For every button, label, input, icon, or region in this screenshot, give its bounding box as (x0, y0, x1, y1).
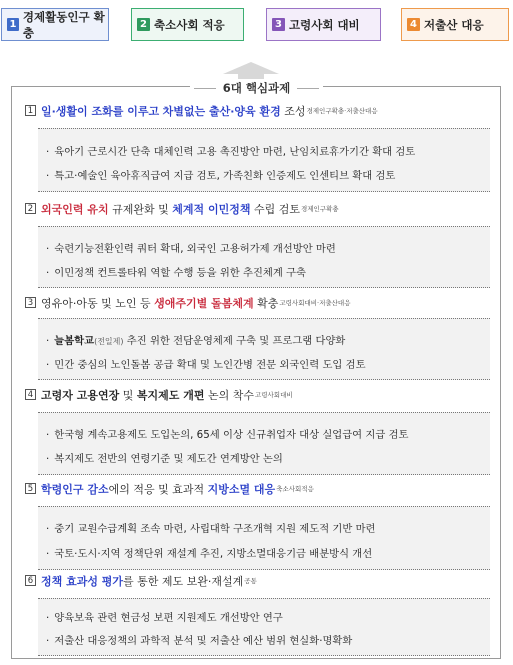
heading-highlight: 차별없는 출산·양육 환경 (162, 104, 281, 118)
list-item: · 양육보육 관련 현금성 보편 지원제도 개선방안 연구 (46, 612, 283, 624)
section-number: 4 (25, 389, 36, 400)
heading-tag: 공통 (244, 577, 257, 585)
heading-highlight: 정책 효과성 평가 (41, 574, 124, 588)
tab-label: 저출산 대응 (424, 17, 484, 32)
heading-highlight: 일·생활이 조화를 이루고 (41, 104, 160, 118)
heading-highlight: 복지제도 개편 (136, 388, 205, 402)
frame-title: 6대 핵심과제 (190, 80, 323, 96)
section-number: 6 (25, 575, 36, 586)
list-item: · 복지제도 전반의 연령기준 및 제도간 연계방안 논의 (46, 453, 283, 465)
list-item: · 중기 교원수급계획 조속 마련, 사립대학 구조개혁 지원 제도적 기반 마련 (46, 523, 376, 535)
section-3-details (38, 318, 490, 380)
heading-highlight: 생애주기별 돌봄체계 (154, 296, 254, 310)
list-item: · 육아기 근로시간 단축 대체인력 고용 촉진방안 마련, 난임치료휴가기간 확대 검토 (46, 146, 416, 158)
heading-text: 및 (122, 388, 134, 402)
heading-text: 수립 검토 (253, 202, 300, 216)
tab-number: 1 (7, 18, 19, 31)
section-number: 2 (25, 203, 36, 214)
heading-highlight: 외국인력 유치 (41, 202, 109, 216)
heading-tag: 경제인구확충·저출산대응 (306, 107, 378, 115)
section-5-details (38, 506, 490, 570)
heading-text: 확충 (257, 296, 279, 310)
heading-text: 를 통한 제도 보완·재설계 (123, 574, 244, 588)
heading-highlight: 고령자 고용연장 (41, 388, 120, 402)
list-item: · 국토·도시·지역 정책단위 재설계 추진, 지방소멸대응기금 배분방식 개선 (46, 548, 373, 560)
tab-number: 2 (137, 18, 150, 31)
section-2-details (38, 226, 490, 288)
section-1-heading (25, 98, 490, 123)
tab-label: 경제활동인구 확충 (22, 9, 105, 40)
section-6-heading (25, 568, 490, 593)
section-4-heading (25, 382, 490, 407)
section-4-details (38, 412, 490, 475)
heading-text: 규제완화 및 (112, 202, 169, 216)
heading-text: 조성 (284, 104, 306, 118)
section-number: 3 (25, 297, 36, 308)
list-item: · 특고·예술인 육아휴직급여 지급 검토, 가족친화 인증제도 인센티브 확대 검토 (46, 170, 396, 182)
up-arrow-shaft (238, 73, 264, 79)
tab-label: 축소사회 적응 (154, 17, 225, 32)
list-item: · 숙련기능전환인력 쿼터 확대, 외국인 고용허가제 개선방안 마련 (46, 243, 336, 255)
tab-label: 고령사회 대비 (289, 17, 360, 32)
heading-tag: 고령사회대비·저출산대응 (279, 299, 351, 307)
section-5-heading (25, 476, 490, 501)
heading-tag: 고령사회대비 (254, 391, 293, 399)
section-1-details (38, 128, 490, 192)
heading-highlight: 체계적 이민정책 (172, 202, 251, 216)
section-3-heading (25, 290, 490, 315)
heading-text: 에의 적응 및 효과적 (108, 482, 205, 496)
list-item: · 이민정책 컨트롤타워 역할 수행 등을 위한 추진체계 구축 (46, 267, 306, 279)
list-item: · 저출산 대응정책의 과학적 분석 및 저출산 예산 범위 현실화·명확화 (46, 635, 353, 647)
heading-text: 논의 착수 (207, 388, 254, 402)
tab-low-birthrate (401, 8, 509, 41)
heading-tag: 경제인구확충 (300, 205, 339, 213)
heading-text: 영유아·아동 및 노인 등 (41, 296, 151, 310)
section-number: 5 (25, 483, 36, 494)
section-number: 1 (25, 105, 36, 116)
section-6-details (38, 598, 490, 656)
tab-number: 4 (407, 18, 420, 31)
heading-highlight: 지방소멸 대응 (207, 482, 276, 496)
section-2-heading (25, 196, 490, 221)
tab-shrinking-society (131, 8, 244, 41)
heading-tag: 축소사회적응 (276, 485, 314, 493)
tab-number: 3 (272, 18, 285, 31)
tab-aging-society (266, 8, 381, 41)
list-item: · 민간 중심의 노인돌봄 공급 확대 및 노인간병 전문 외국인력 도입 검토 (46, 359, 366, 371)
list-item: · 한국형 계속고용제도 도입논의, 65세 이상 신규취업자 대상 실업급여 지급 검토 (46, 429, 409, 441)
heading-highlight: 학령인구 감소 (41, 482, 109, 496)
list-item: · 늘봄학교(전일제) 추진 위한 전담운영체제 구축 및 프로그램 다양화 (46, 335, 346, 347)
tab-economic-population (1, 8, 109, 41)
